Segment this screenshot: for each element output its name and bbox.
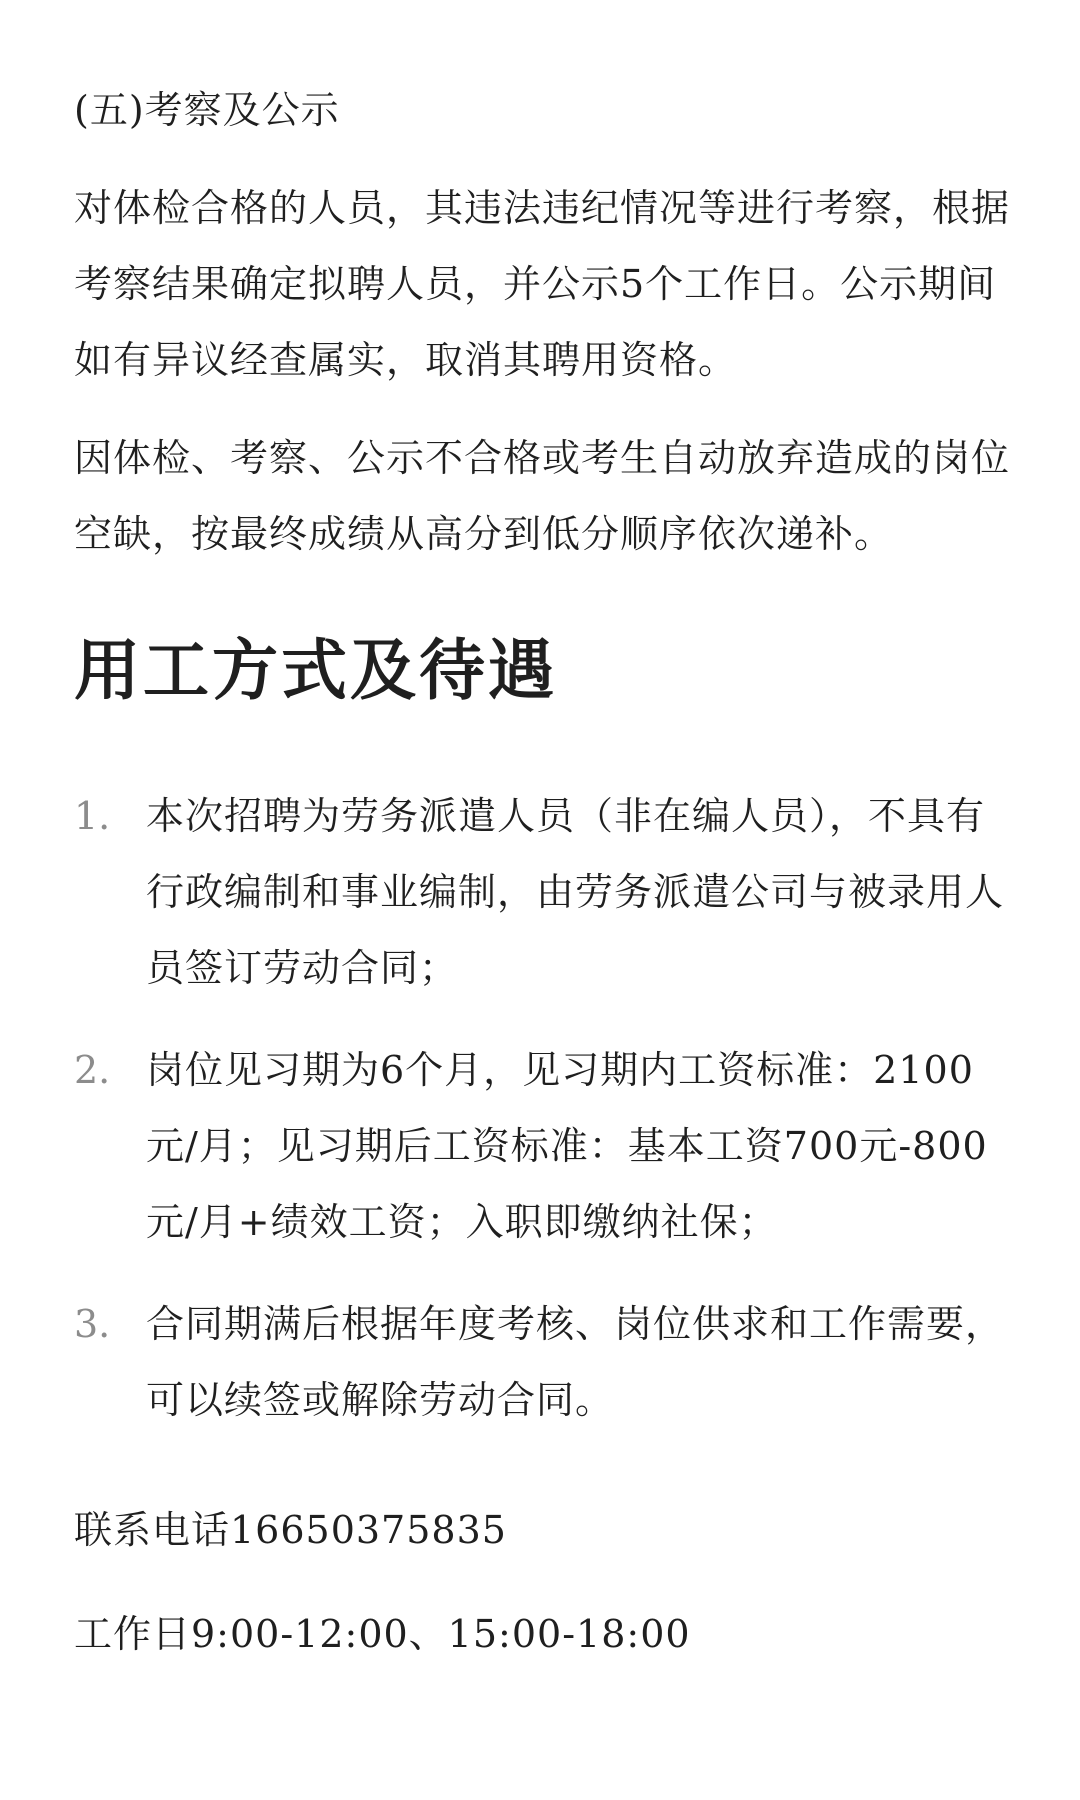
paragraph-vacancy-fill: 因体检、考察、公示不合格或考生自动放弃造成的岗位空缺，按最终成绩从高分到低分顺序依次递补。 (74, 436, 1011, 556)
list-item-text: 本次招聘为劳务派遣人员（非在编人员），不具有行政编制和事业编制，由劳务派遣公司与被录用人员签订劳动合同； (146, 794, 1005, 990)
list-item (74, 1286, 1014, 1438)
article-content (74, 80, 1014, 1708)
terms-list (74, 778, 1014, 1438)
list-item-number: 3. (74, 1302, 111, 1346)
section-title: 用工方式及待遇 (74, 631, 557, 709)
list-item (74, 778, 1014, 1006)
subsection-heading: (五)考察及公示 (74, 88, 340, 132)
list-item (74, 1032, 1014, 1260)
list-item-number: 2. (74, 1048, 111, 1092)
list-item-text: 合同期满后根据年度考核、岗位供求和工作需要，可以续签或解除劳动合同。 (146, 1302, 1005, 1422)
paragraph-inspection: 对体检合格的人员，其违法违纪情况等进行考察，根据考察结果确定拟聘人员，并公示5个工作日。公示期间如有异议经查属实，取消其聘用资格。 (74, 186, 1011, 382)
contact-phone: 联系电话16650375835 (74, 1508, 507, 1552)
list-item-text: 岗位见习期为6个月，见习期内工资标准：2100元/月；见习期后工资标准：基本工资700元-800元/月+绩效工资；入职即缴纳社保； (146, 1048, 988, 1244)
list-item-number: 1. (74, 794, 111, 838)
working-hours: 工作日9:00-12:00、15:00-18:00 (74, 1612, 691, 1656)
